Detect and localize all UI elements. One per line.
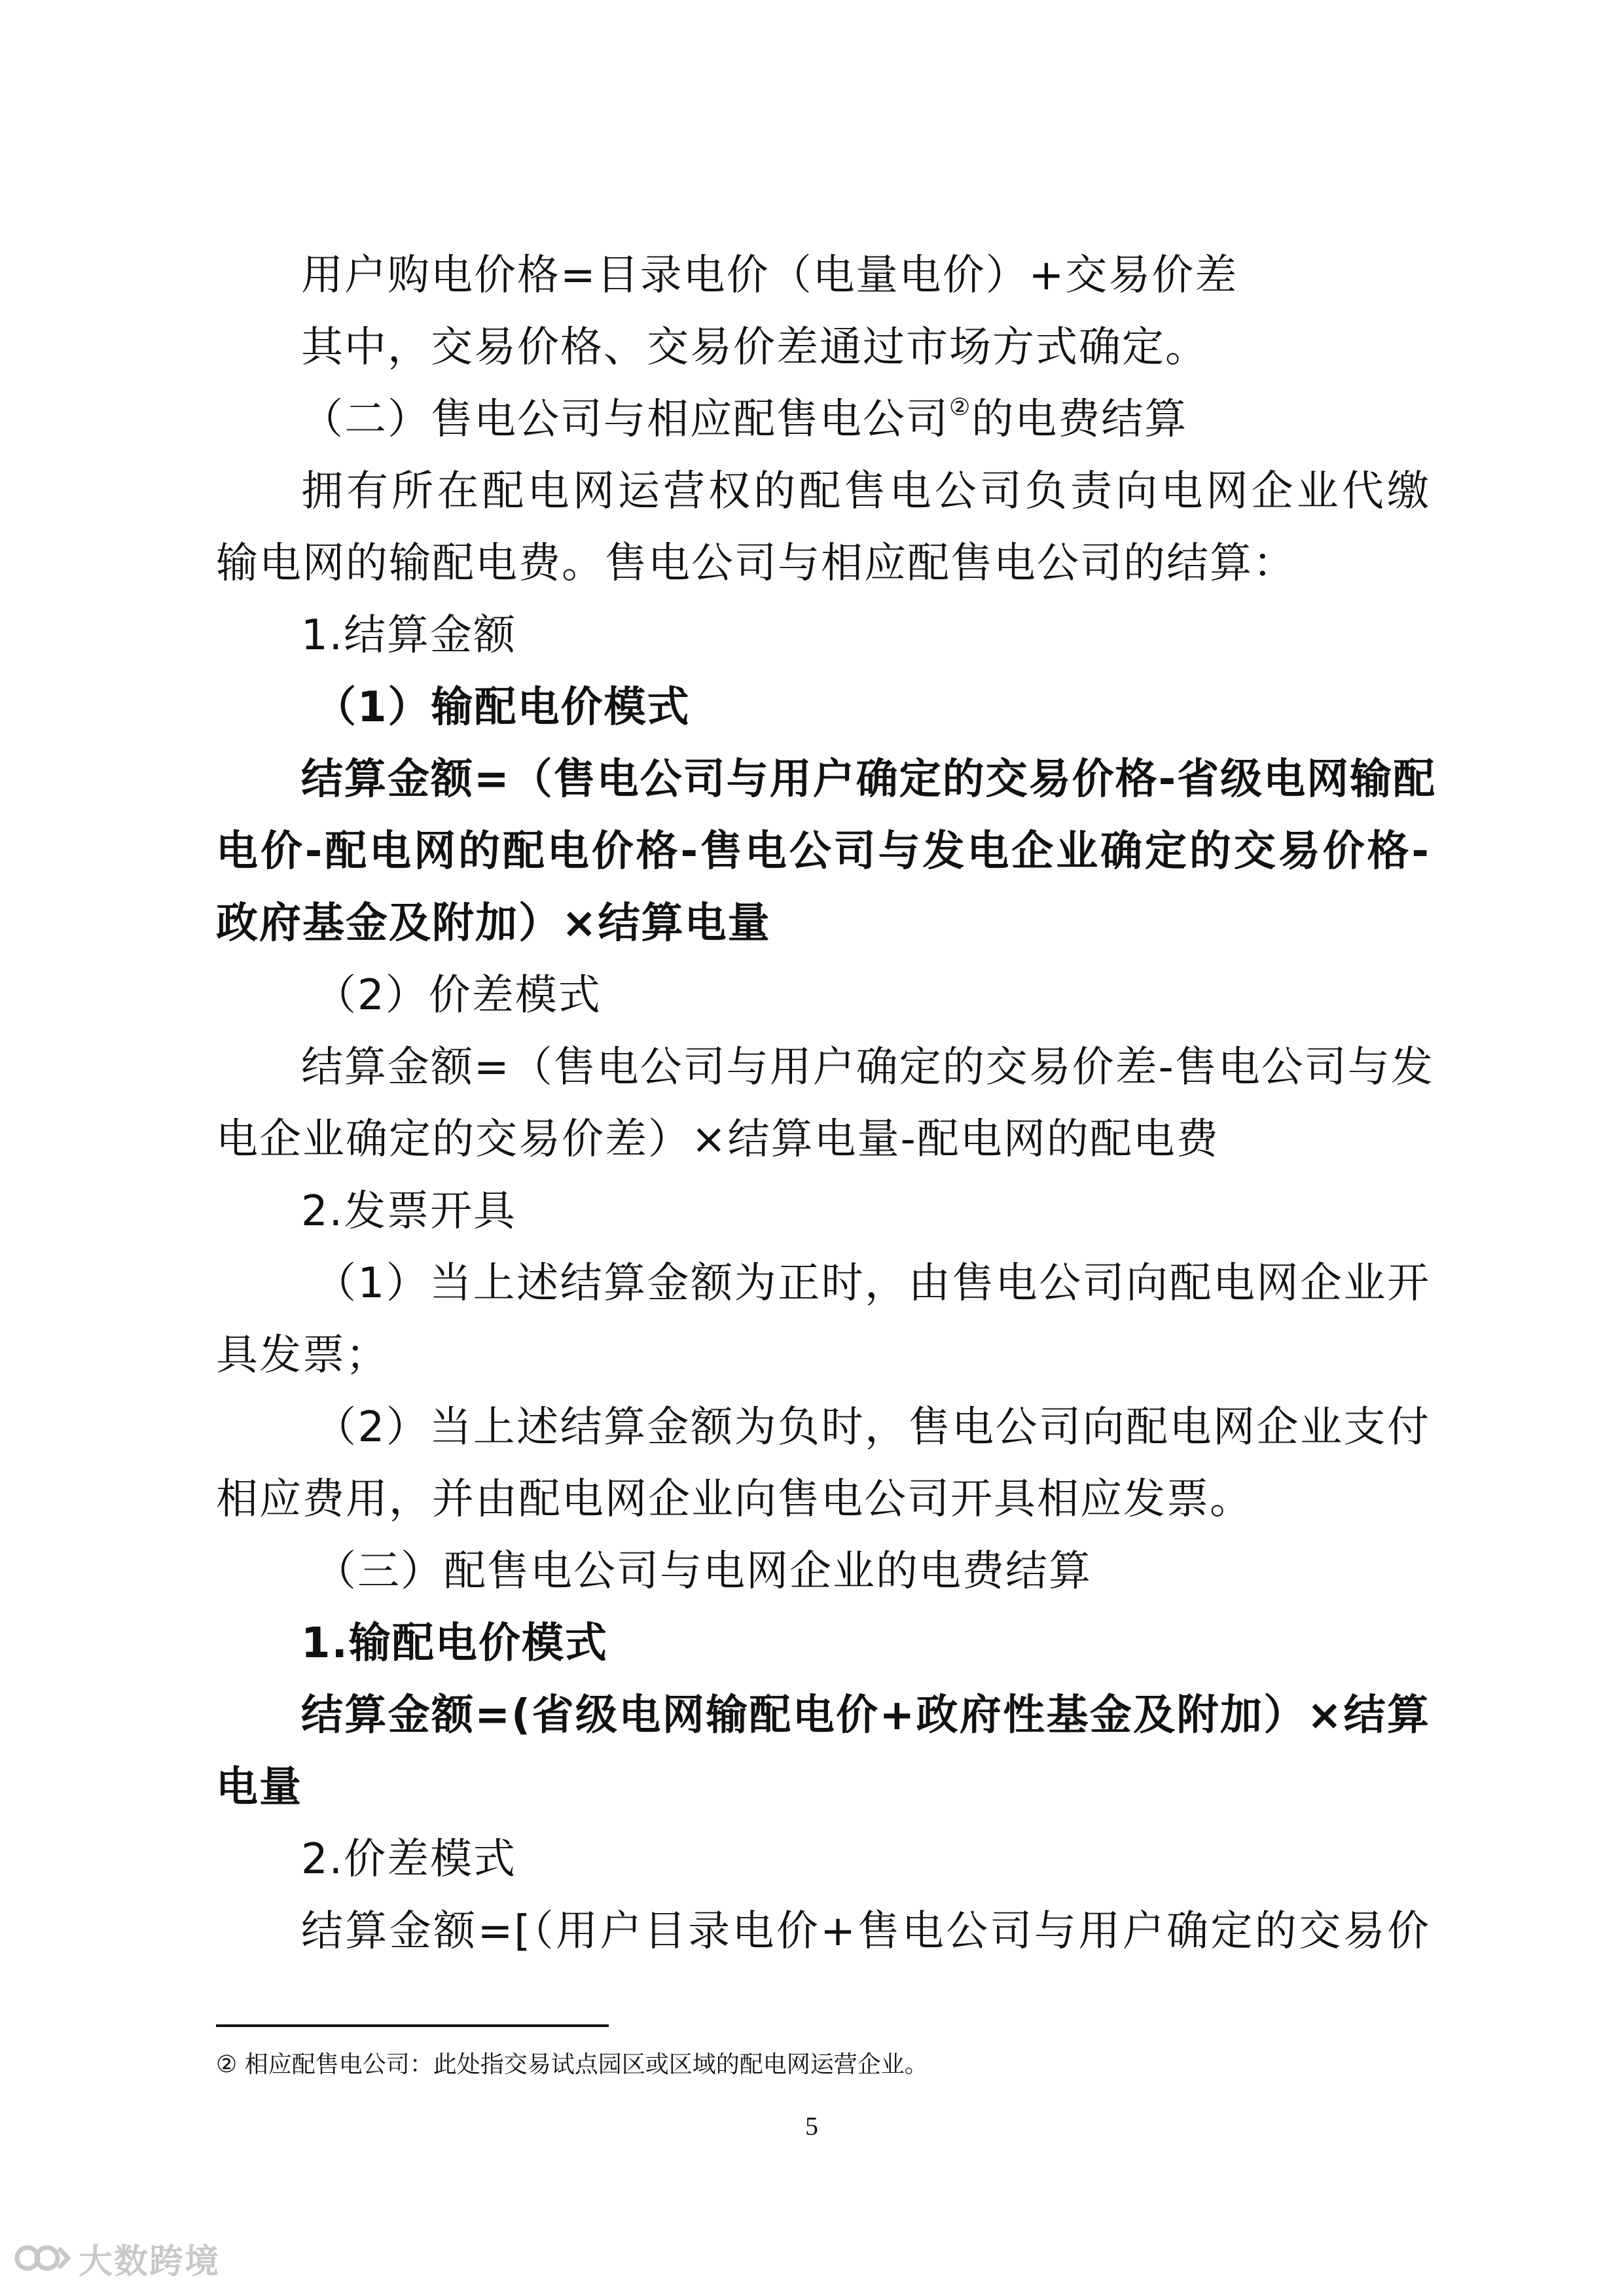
formula-line: 结算金额=（售电公司与用户确定的交易价差-售电公司与发	[301, 1043, 1434, 1092]
formula-line: 结算金额=[（用户目录电价+售电公司与用户确定的交易价	[301, 1907, 1430, 1956]
paragraph-line: （2）当上述结算金额为负时，售电公司向配电网企业支付	[314, 1403, 1430, 1452]
formula-line: 结算金额=（售电公司与用户确定的交易价格-省级电网输配	[301, 755, 1437, 804]
section-heading: （三）配售电公司与电网企业的电费结算	[314, 1547, 1092, 1596]
paragraph-line: 输电网的输配电费。售电公司与相应配售电公司的结算：	[216, 539, 1296, 588]
subheading: （1）输配电价模式	[314, 683, 691, 732]
formula-line: 结算金额=(省级电网输配电价+政府性基金及附加）×结算	[301, 1691, 1430, 1740]
formula-line: 电企业确定的交易价差）×结算电量-配电网的配电费	[216, 1115, 1219, 1164]
body-text	[216, 240, 1437, 1967]
formula-line: 政府基金及附加）×结算电量	[216, 899, 771, 948]
subheading: 1.输配电价模式	[301, 1619, 608, 1668]
subheading: （2）价差模式	[314, 971, 602, 1020]
formula-line: 电价-配电网的配电价格-售电公司与发电企业确定的交易价格-	[216, 827, 1430, 876]
paragraph-line: 其中，交易价格、交易价差通过市场方式确定。	[301, 323, 1208, 372]
watermark-text: 大数跨境	[79, 2242, 221, 2282]
formula-line: 电量	[216, 1763, 302, 1812]
heading-text: （二）售电公司与相应配售电公司	[301, 395, 949, 444]
subheading: 2.发票开具	[301, 1187, 517, 1236]
section-heading	[216, 384, 1430, 456]
paragraph-line: 具发票；	[216, 1331, 389, 1380]
paragraph-line: （1）当上述结算金额为正时，由售电公司向配电网企业开	[314, 1259, 1430, 1308]
paragraph-line: 用户购电价格=目录电价（电量电价）+交易价差	[301, 251, 1238, 300]
watermark-logo-icon	[13, 2235, 72, 2281]
page-number: 5	[805, 2111, 818, 2141]
footnote-divider	[216, 2024, 609, 2027]
footnote: ② 相应配售电公司：此处指交易试点园区或区域的配电网运营企业。	[216, 2051, 928, 2078]
subheading: 2.价差模式	[301, 1835, 517, 1884]
heading-text-cont: 的电费结算	[971, 395, 1188, 444]
footnote-reference[interactable]: ②	[949, 394, 972, 421]
paragraph-line: 拥有所在配电网运营权的配售电公司负责向电网企业代缴	[301, 467, 1430, 516]
paragraph-line: 相应费用，并由配电网企业向售电公司开具相应发票。	[216, 1475, 1253, 1524]
watermark	[13, 2232, 220, 2284]
subheading: 1.结算金额	[301, 611, 517, 660]
